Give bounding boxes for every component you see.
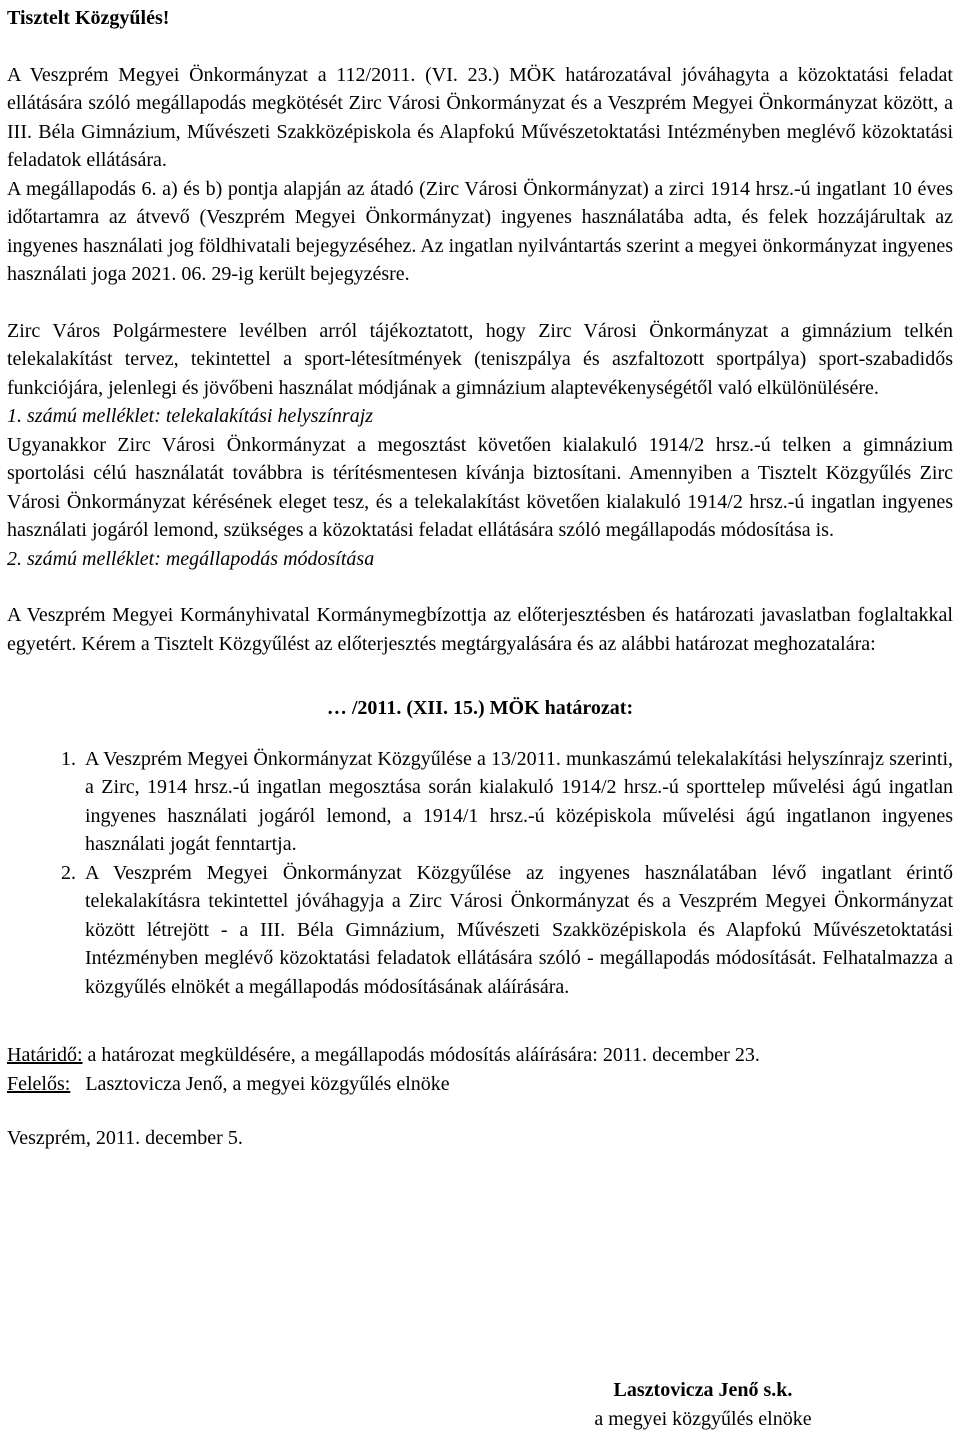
responsible-label: Felelős:: [7, 1073, 70, 1095]
place-date: Veszprém, 2011. december 5.: [7, 1124, 953, 1153]
decision-item: 2. A Veszprém Megyei Önkormányzat Közgyűlése az ingyenes használatában lévő ingatlant érintő telekalakításra tekintettel jóváhagyja a Zirc Városi Önkormányzat és a Veszprém Megyei Önkormányzat között létrejött - a III. Béla Gimnázium, Művészeti Szakközépiskola és Alapfokú Művészetoktatási Intézményben meglévő közoktatási feladatok ellátására szóló - megállapodás módosítását. Felhatalmazza a közgyűlés elnökét a megállapodás módosításának aláírására.: [81, 859, 953, 1002]
annex-1-reference: 1. számú melléklet: telekalakítási helyszínrajz: [7, 402, 953, 431]
decision-list: [7, 745, 953, 1002]
paragraph-approval: A Veszprém Megyei Önkormányzat a 112/2011. (VI. 23.) MÖK határozatával jóváhagyta a közoktatási feladat ellátására szóló megállapodás megkötését Zirc Városi Önkormányzat és a Veszprém Megyei Önkormányzat között, a III. Béla Gimnázium, Művészeti Szakközépiskola és Alapfokú Művészetoktatási Intézményben meglévő közoktatási feladatok ellátására.: [7, 61, 953, 175]
signature-block: [553, 1376, 853, 1433]
paragraph-government-office: A Veszprém Megyei Kormányhivatal Kormánymegbízottja az előterjesztésben és határozati javaslatban foglaltakkal egyetért. Kérem a Tisztelt Közgyűlést az előterjesztés megtárgyalására és az alábbi határozat meghozatalára:: [7, 601, 953, 658]
paragraph-usage: Ugyanakkor Zirc Városi Önkormányzat a megosztást követően kialakuló 1914/2 hrsz.-ú telken a gimnázium sportolási célú használatát továbbra is térítésmentesen kívánja biztosítani. Amennyiben a Tisztelt Közgyűlés Zirc Városi Önkormányzat kérésének eleget tesz, és a telekalakítást követően kialakuló 1914/2 hrsz.-ú ingatlan ingyenes használati jogáról lemond, szükséges a közoktatási feladat ellátására szóló megállapodás módosítása is.: [7, 431, 953, 545]
responsible-line: [7, 1070, 953, 1099]
salutation-heading: Tisztelt Közgyűlés!: [7, 4, 953, 33]
deadline-text: a határozat megküldésére, a megállapodás módosítás aláírására: 2011. december 23.: [83, 1044, 760, 1066]
decision-title: … /2011. (XII. 15.) MÖK határozat:: [7, 694, 953, 723]
deadline-line: [7, 1041, 953, 1070]
responsible-text: Lasztovicza Jenő, a megyei közgyűlés elnöke: [70, 1073, 449, 1095]
paragraph-agreement: A megállapodás 6. a) és b) pontja alapján az átadó (Zirc Városi Önkormányzat) a zirci 1914 hrsz.-ú ingatlant 10 éves időtartamra az átvevő (Veszprém Megyei Önkormányzat) ingyenes használatába adta, és felek hozzájárultak az ingyenes használati jog földhivatali bejegyzéséhez. Az ingatlan nyilvántartás szerint a megyei önkormányzat ingyenes használati joga 2021. 06. 29-ig került bejegyzésre.: [7, 175, 953, 289]
decision-item: 1. A Veszprém Megyei Önkormányzat Közgyűlése a 13/2011. munkaszámú telekalakítási helyszínrajz szerinti, a Zirc, 1914 hrsz.-ú ingatlan megosztása során kialakuló 1914/2 hrsz.-ú sporttelep művelési ágú ingatlan ingyenes használati jogáról lemond, a 1914/1 hrsz.-ú középiskola művelési ágú ingatlanon ingyenes használati jogát fenntartja.: [81, 745, 953, 859]
annex-2-reference: 2. számú melléklet: megállapodás módosítása: [7, 545, 953, 574]
paragraph-mayor-letter: Zirc Város Polgármestere levélben arról tájékoztatott, hogy Zirc Városi Önkormányzat a gimnázium telkén telekalakítást tervez, tekintettel a sport-létesítmények (teniszpálya és aszfaltozott sportpálya) sport-szabadidős funkciójára, jelenlegi és jövőbeni használat módjának a gimnázium alaptevékenységétől való elkülönülésére.: [7, 317, 953, 403]
document-page: [7, 4, 953, 1153]
signature-title: a megyei közgyűlés elnöke: [553, 1405, 853, 1433]
deadline-label: Határidő:: [7, 1044, 83, 1066]
signature-name: Lasztovicza Jenő s.k.: [553, 1376, 853, 1405]
